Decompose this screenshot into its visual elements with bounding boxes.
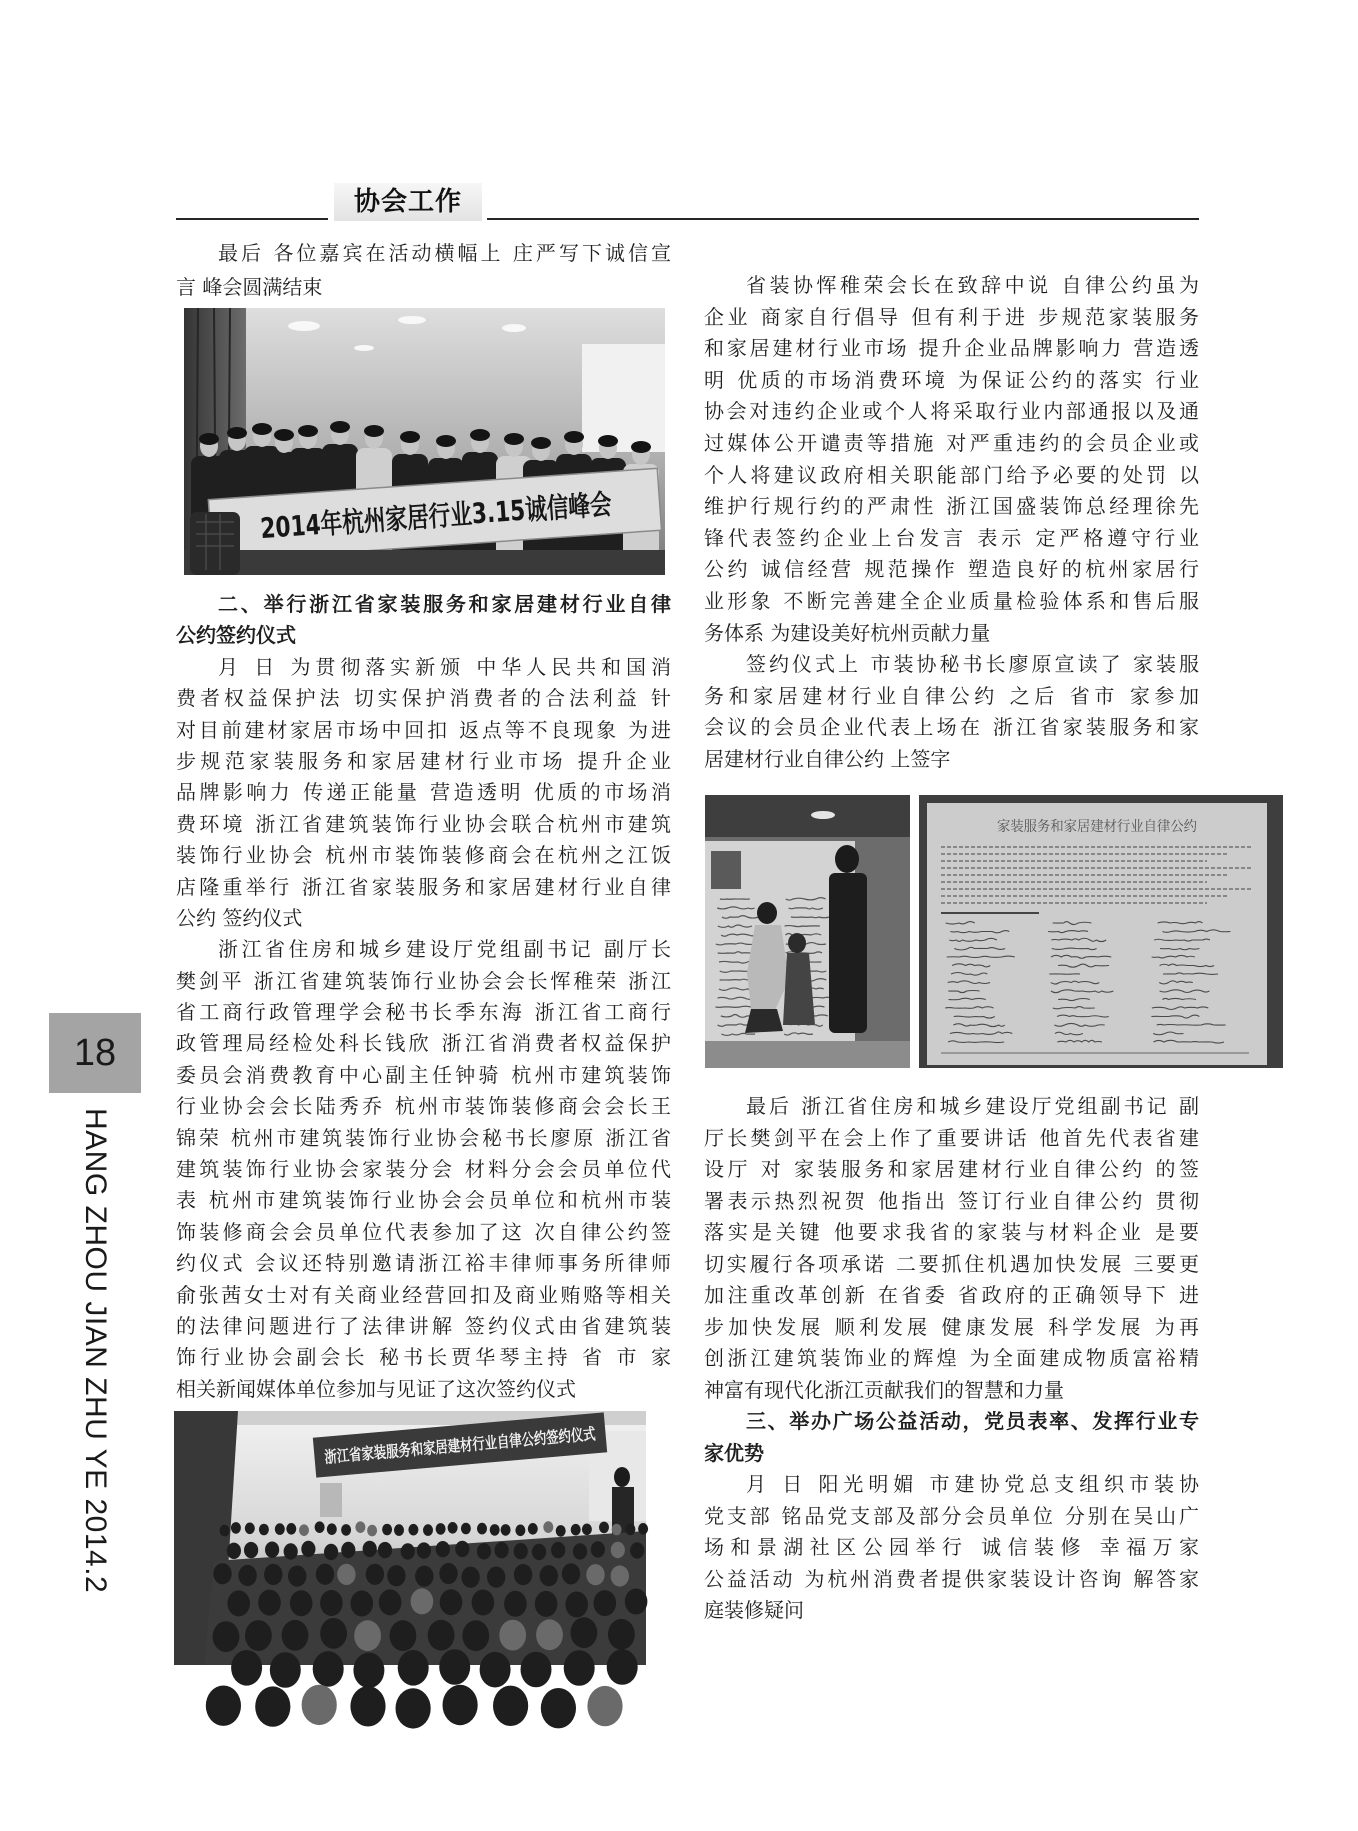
heading-line: 家优势 [704, 1440, 764, 1465]
header-rule-left [176, 218, 328, 220]
audience-head [408, 1524, 418, 1536]
audience-head [394, 1524, 404, 1536]
audience-head [313, 1651, 344, 1687]
audience-head [448, 1522, 458, 1534]
audience-head [290, 1590, 313, 1616]
body-text-line: 费环境 浙江省建筑装饰行业协会联合杭州市建筑 [176, 811, 671, 836]
audience-head [630, 1542, 644, 1558]
audience-head [398, 1650, 429, 1686]
audience-head [316, 1564, 334, 1585]
audience-head [562, 1563, 580, 1584]
body-text-line: 过媒体公开谴责等措施 对严重违约的会员企业或 [704, 430, 1199, 455]
audience-head [536, 1619, 563, 1650]
audience-head [299, 1524, 309, 1536]
body-text-line: 饰装修商会会员单位代表参加了这 次自律公约签 [176, 1219, 671, 1244]
body-text-line: 协会对违约企业或个人将采取行业内部通报以及通 [704, 399, 1199, 424]
right-paragraph-1 [704, 270, 1199, 649]
banner-text: 2014年杭州家居行业3.15诚信峰会 [259, 480, 716, 546]
left-paragraph-1 [176, 652, 671, 935]
person-hair [598, 435, 618, 447]
photo-integrity-summit-image [184, 308, 716, 575]
body-text-line: 对目前建材家居市场中回扣 返点等不良现象 为进 [176, 717, 671, 742]
audience-head [594, 1590, 617, 1616]
audience-head [472, 1590, 495, 1616]
person-hair [400, 431, 420, 443]
person-hair [504, 433, 524, 445]
audience-head [551, 1542, 565, 1558]
photo-pledge-board-image [919, 795, 1283, 1068]
audience-head [341, 1542, 355, 1558]
audience-head [501, 1524, 511, 1536]
audience-head [288, 1566, 306, 1587]
body-text-line: 表 杭州市建筑装饰行业协会会员单位和杭州市装 [176, 1188, 671, 1213]
audience-head [564, 1650, 595, 1686]
body-text-line: 签约仪式上 市装协秘书长廖原宣读了 家装服 [746, 652, 1199, 677]
person-hair [252, 423, 272, 435]
body-text-line: 个人将建议政府相关职能部门给予必要的处罚 以 [704, 462, 1199, 487]
body-text-line: 俞张茜女士对有关商业经营回扣及商业贿赂等相关 [176, 1282, 671, 1307]
audience-head [587, 1686, 622, 1726]
audience-head [302, 1685, 337, 1725]
audience-head [461, 1567, 479, 1588]
body-text-line: 庭装修疑问 [704, 1598, 804, 1622]
person-hair [436, 435, 456, 447]
body-text-line: 省装协恽稚荣会长在致辞中说 自律公约虽为 [746, 273, 1199, 297]
body-text-line: 神富有现代化浙江贡献我们的智慧和力量 [704, 1377, 1064, 1402]
intro-text-line: 言 峰会圆满结束 [176, 275, 323, 299]
audience-head [612, 1524, 622, 1536]
audience-head [515, 1525, 525, 1537]
podium [320, 1483, 342, 1517]
body-text-line: 锦荣 杭州市建筑装饰行业协会秘书长廖原 浙江省 [176, 1125, 671, 1150]
body-text-line: 务和家居建材行业自律公约 之后 省市 家参加 [704, 683, 1199, 708]
audience-head [244, 1542, 258, 1558]
audience-head [341, 1524, 351, 1536]
table-edge [184, 550, 665, 575]
page-number: 18 [73, 1032, 117, 1074]
body-text-line: 厅长樊剑平在会上作了重要讲话 他首先代表省建 [704, 1125, 1199, 1150]
audience-head [355, 1521, 365, 1533]
body-text-line: 居建材行业自律公约 上签字 [704, 746, 951, 771]
body-text-line: 切实履行各项承诺 二要抓住机遇加快发展 三要更 [704, 1251, 1199, 1276]
right-column-bottom [704, 1091, 1199, 1627]
body-text-line: 月 日 阳光明媚 市建协党总支组织市装协 [746, 1472, 1199, 1496]
audience-head [477, 1523, 487, 1535]
audience-head [487, 1567, 505, 1588]
audience-head [354, 1620, 381, 1651]
audience-head [227, 1543, 241, 1559]
body-text-line: 店隆重举行 浙江省家装服务和家居建材行业自律 [176, 874, 671, 899]
body-text-line: 加注重改革创新 在省委 省政府的正确领导下 进 [704, 1283, 1199, 1307]
heading-line: 二、举行浙江省家装服务和家居建材行业自律 [218, 592, 671, 616]
audience-head [320, 1618, 347, 1649]
audience-head [367, 1525, 377, 1537]
body-text-line: 维护行规行约的严肃性 浙江国盛装饰总经理徐先 [704, 494, 1199, 519]
body-text-line: 浙江省住房和城乡建设厅党组副书记 副厅长 [218, 937, 671, 962]
magazine-issue-label: HANG ZHOU JIAN ZHU YE 2014.2 [79, 1108, 112, 1594]
audience-head [461, 1523, 471, 1535]
left-paragraph-2 [176, 934, 671, 1405]
person-hair [364, 425, 384, 437]
audience-head [415, 1566, 433, 1587]
audience-head [582, 1524, 592, 1536]
photo-signing-wall-image [705, 795, 910, 1068]
audience-head [436, 1541, 450, 1557]
audience-head [428, 1620, 455, 1651]
audience-head [390, 1620, 417, 1651]
projection-screen [582, 344, 665, 452]
audience-head [206, 1686, 241, 1726]
person-hair [199, 433, 219, 445]
body-text-line: 公益活动 为杭州消费者提供家装设计咨询 解答家 [704, 1566, 1199, 1591]
audience-head [439, 1563, 457, 1584]
heading-line: 三、举办广场公益活动，党员表率、发挥行业专 [746, 1409, 1199, 1433]
body-text-line: 会议的会员企业代表上场在 浙江省家装服务和家 [704, 715, 1199, 740]
audience-head [625, 1524, 635, 1536]
audience-head [439, 1649, 470, 1685]
audience-head [324, 1544, 338, 1560]
audience-head [337, 1564, 355, 1585]
audience-head [541, 1688, 576, 1728]
body-text-line: 落实是关键 他要求我省的家装与材料企业 是要 [704, 1220, 1199, 1244]
person-hair [330, 421, 350, 433]
audience-head [455, 1541, 469, 1557]
body-text-line: 公约 签约仪式 [176, 905, 303, 930]
audience-head [238, 1565, 256, 1586]
audience-head [462, 1620, 489, 1651]
section-heading-3 [704, 1406, 1199, 1469]
person-hair [631, 441, 651, 453]
audience-head [514, 1564, 532, 1585]
audience-head [284, 1543, 298, 1559]
audience-head [245, 1620, 272, 1651]
audience-head [264, 1564, 282, 1585]
body-text-line: 月 日 为贯彻落实新颁 中华人民共和国消 [218, 654, 671, 679]
audience-head [379, 1589, 402, 1615]
audience-head [220, 1525, 230, 1537]
audience-head [351, 1591, 374, 1617]
audience-head [495, 1542, 509, 1558]
audience-head [301, 1541, 315, 1557]
person-hair [564, 431, 584, 443]
audience-head [543, 1521, 553, 1533]
body-text-line: 政管理局经检处科长钱欣 浙江省消费者权益保护 [176, 1031, 671, 1056]
audience-head [366, 1564, 384, 1585]
intro-text-line: 最后 各位嘉宾在活动横幅上 庄严写下诚信宣 [218, 241, 671, 265]
audience-head [353, 1653, 384, 1689]
audience-head [265, 1542, 279, 1558]
body-text-line: 业形象 不断完善建全企业质量检验体系和售后服 [704, 588, 1199, 613]
audience-head [213, 1563, 231, 1584]
body-text-line: 装饰行业协会 杭州市装饰装修商会在杭州之江饭 [176, 843, 671, 868]
audience-head [423, 1524, 433, 1536]
audience-head [521, 1652, 552, 1688]
audience-head [528, 1523, 538, 1535]
floor [705, 1041, 910, 1068]
audience-head [477, 1543, 491, 1559]
body-text-line: 品牌影响力 传递正能量 营造透明 优质的市场消 [176, 780, 671, 805]
body-text-line: 设厅 对 家装服务和家居建材行业自律公约 的签 [704, 1157, 1199, 1181]
board-title: 家装服务和家居建材行业自律公约 [997, 819, 1207, 835]
body-text-line: 明 优质的市场消费环境 为保证公约的落实 行业 [704, 367, 1199, 392]
audience-head [607, 1649, 638, 1685]
audience-head [608, 1619, 635, 1650]
body-text-line: 党支部 铭品党支部及部分会员单位 分别在吴山广 [704, 1503, 1199, 1528]
audience-head [382, 1524, 392, 1536]
audience-head [571, 1617, 598, 1648]
photo-integrity-summit [184, 308, 716, 575]
body-text-line: 相关新闻媒体单位参加与见证了这次签约仪式 [176, 1376, 576, 1401]
person-hair [298, 425, 318, 437]
audience-head [573, 1543, 587, 1559]
body-text-line: 约仪式 会议还特别邀请浙江裕丰律师事务所律师 [176, 1251, 671, 1276]
audience-head [327, 1523, 337, 1535]
audience-head [611, 1542, 625, 1558]
body-text-line: 企业 商家自行倡导 但有利于进 步规范家装服务 [704, 304, 1199, 329]
photo-signing-ceremony [174, 1411, 677, 1665]
audience-head [440, 1589, 463, 1615]
audience-head [556, 1525, 566, 1537]
audience-head [255, 1686, 290, 1726]
photo-pledge-board [919, 795, 1283, 1068]
audience-head [387, 1565, 405, 1586]
audience-head [514, 1543, 528, 1559]
audience-head [638, 1523, 648, 1535]
body-text-line: 最后 浙江省住房和城乡建设厅党组副书记 副 [746, 1094, 1199, 1118]
audience-head [378, 1542, 392, 1558]
audience-head [320, 1590, 343, 1616]
right-paragraph-4 [704, 1469, 1199, 1627]
audience-head [396, 1688, 431, 1728]
audience-head [213, 1621, 240, 1652]
ceiling [705, 795, 910, 837]
body-text-line: 公约 诚信经营 规范操作 塑造良好的杭州家居行 [704, 557, 1199, 582]
body-text-line: 和家居建材行业市场 提升企业品牌影响力 营造透 [704, 336, 1199, 361]
left-column-flow [176, 589, 671, 1405]
audience-head [259, 1524, 269, 1536]
body-text-line: 的法律问题进行了法律讲解 签约仪式由省建筑装 [176, 1313, 671, 1338]
body-text-line: 饰行业协会副会长 秘书长贾华琴主持 省 市 家 [176, 1345, 671, 1370]
audience-head [227, 1590, 250, 1616]
heading-line: 公约签约仪式 [176, 623, 296, 648]
audience-head [363, 1541, 377, 1557]
body-text-line: 委员会消费教育中心副主任钟骑 杭州市建筑装饰 [176, 1062, 671, 1087]
audience-head [571, 1524, 581, 1536]
body-text-line: 行业协会会长陆秀乔 杭州市装饰装修商会会长王 [176, 1094, 671, 1119]
audience-head [504, 1591, 527, 1617]
audience-head [282, 1620, 309, 1651]
person-hair [274, 429, 294, 441]
body-text-line: 樊剑平 浙江省建筑装饰行业协会会长恽稚荣 浙江 [176, 968, 671, 993]
audience-head [611, 1565, 629, 1586]
body-text-line: 省工商行政管理学会秘书长季东海 浙江省工商行 [176, 1000, 671, 1025]
audience-head [480, 1652, 511, 1688]
audience-head [231, 1522, 241, 1534]
person-hair [531, 437, 551, 449]
body-text-line: 务体系 为建设美好杭州贡献力量 [704, 620, 991, 645]
right-paragraph-2 [704, 649, 1199, 775]
audience-head [315, 1521, 325, 1533]
photo-signing-ceremony-image [174, 1411, 677, 1665]
left-intro-paragraph [176, 236, 671, 304]
audience-head [599, 1522, 609, 1534]
section-heading-2 [176, 589, 671, 652]
audience-head [586, 1564, 604, 1585]
audience-head [625, 1589, 648, 1615]
audience-head [540, 1565, 558, 1586]
audience-head [417, 1542, 431, 1558]
audience-head [532, 1544, 546, 1560]
audience-head [401, 1543, 415, 1559]
audience-head [443, 1685, 478, 1725]
audience-head [436, 1523, 446, 1535]
body-text-line: 创浙江建筑装饰业的辉煌 为全面建成物质富裕精 [704, 1346, 1199, 1370]
photo-signing-wall [705, 795, 910, 1068]
audience-head [591, 1541, 605, 1557]
body-text-line: 场和景湖社区公园举行 诚信装修 幸福万家 [704, 1535, 1199, 1559]
chair [190, 512, 240, 575]
body-text-line: 锋代表签约企业上台发言 表示 定严格遵守行业 [704, 525, 1199, 550]
audience-head [565, 1592, 588, 1618]
audience-head [493, 1686, 528, 1726]
body-text-line: 建筑装饰行业协会家装分会 材料分会会员单位代 [176, 1157, 671, 1182]
person-hair [227, 427, 247, 439]
audience-head [411, 1588, 434, 1614]
audience-head [231, 1650, 262, 1686]
body-text-line: 步规范家装服务和家居建材行业市场 提升企业 [176, 748, 671, 773]
audience-head [245, 1523, 255, 1535]
ceiling-light [811, 811, 835, 819]
section-title: 协会工作 [353, 187, 462, 217]
audience-head [275, 1523, 285, 1535]
audience-head [270, 1652, 301, 1688]
right-column-top [704, 270, 1199, 776]
audience-head [499, 1620, 526, 1651]
right-paragraph-3 [704, 1091, 1199, 1406]
audience-head [490, 1524, 500, 1536]
audience-head [350, 1686, 385, 1726]
audience-head [286, 1523, 296, 1535]
person-hair [470, 429, 490, 441]
body-text-line: 费者权益保护法 切实保护消费者的合法利益 针 [176, 686, 671, 711]
audience-head [258, 1590, 281, 1616]
body-text-line: 署表示热烈祝贺 他指出 签订行业自律公约 贯彻 [704, 1188, 1199, 1213]
header-rule-right [487, 218, 1199, 220]
audience-head [535, 1591, 558, 1617]
board-label [711, 851, 741, 889]
body-text-line: 步加快发展 顺利发展 健康发展 科学发展 为再 [704, 1314, 1199, 1339]
banner-text: 浙江省家装服务和家居建材行业自律公约签约仪式 [323, 1417, 677, 1467]
standing-person [829, 845, 867, 1033]
